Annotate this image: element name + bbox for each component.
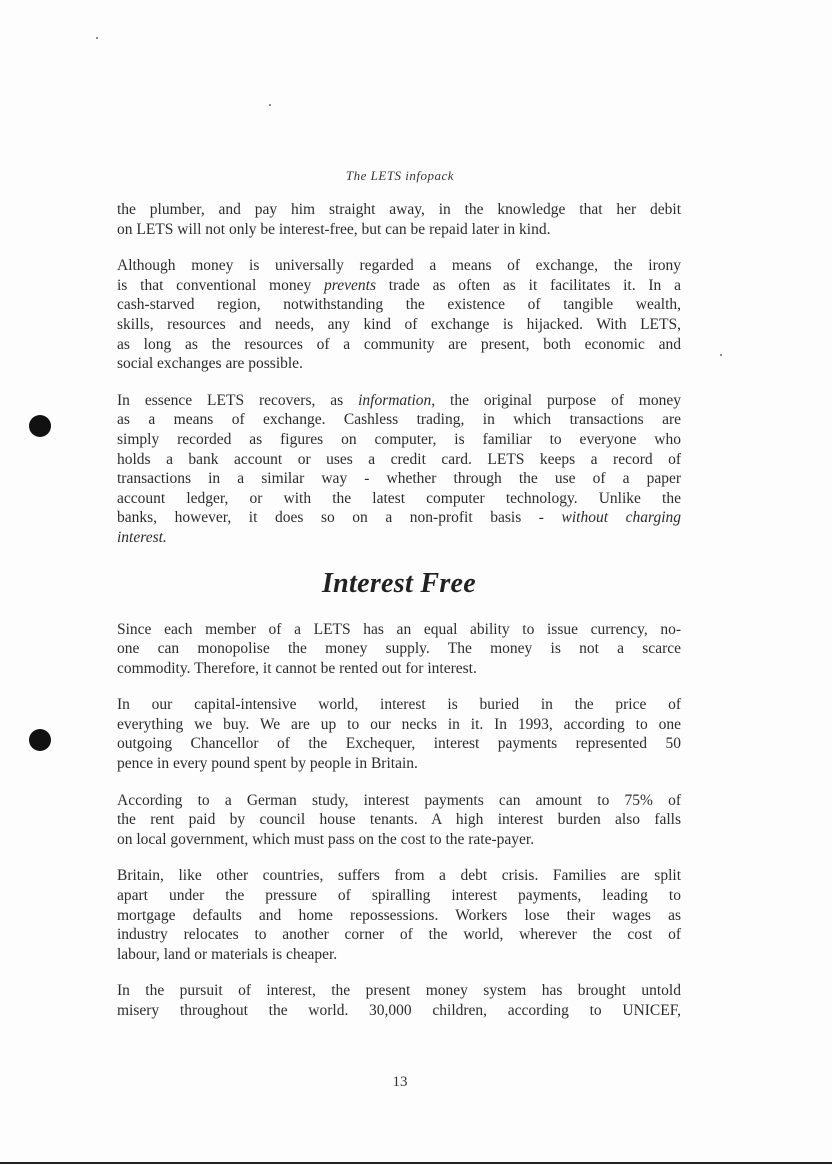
text-line: cash-starved region, notwithstanding the existence of tangible wealth,	[117, 296, 681, 314]
scan-speck	[96, 37, 98, 39]
text-line: Since each member of a LETS has an equal ability to issue currency, no-	[117, 620, 681, 638]
text-line: one can monopolise the money supply. The money is not a scarce	[117, 640, 681, 658]
text-line: the plumber, and pay him straight away, in the knowledge that her debit	[117, 201, 681, 218]
text-line: Britain, like other countries, suffers from a debt crisis. Families are split	[117, 867, 681, 885]
text-line: mortgage defaults and home repossessions. Workers lose their wages as	[117, 906, 681, 924]
paragraph-debt-crisis	[117, 866, 681, 964]
text-line: industry relocates to another corner of the world, wherever the cost of	[117, 926, 681, 944]
text-line	[117, 276, 681, 296]
text-line	[117, 391, 681, 411]
text-line: on local government, which must pass on the cost to the rate-payer.	[117, 830, 535, 848]
emphasis-segment: banks, however, it does so on a non-profit basis - without charging	[117, 509, 681, 527]
scan-edge	[0, 1162, 832, 1164]
paragraph-essence	[117, 391, 681, 548]
text-line	[117, 508, 681, 528]
text-line: apart under the pressure of spiralling interest payments, leading to	[117, 887, 681, 905]
text-line: transactions in a similar way - whether through the use of a paper	[117, 470, 681, 488]
punch-hole-upper	[29, 415, 51, 437]
text-line: misery throughout the world. 30,000 children, according to UNICEF,	[117, 1002, 681, 1019]
paragraph-monopolise	[117, 620, 681, 679]
text-line: the rent paid by council house tenants. A high interest burden also falls	[117, 811, 681, 829]
text-line: on LETS will not only be interest-free, but can be repaid later in kind.	[117, 220, 551, 238]
text-line: social exchanges are possible.	[117, 355, 303, 373]
emphasis-segment: is that conventional money prevents trade as often as it facilitates it. In a	[117, 276, 681, 294]
page-number: 13	[392, 1074, 408, 1090]
text-line: commodity. Therefore, it cannot be rented out for interest.	[117, 659, 477, 677]
text-line: labour, land or materials is cheaper.	[117, 945, 338, 963]
emphasis-segment: In essence LETS recovers, as information, the original purpose of money	[117, 391, 681, 409]
paragraph-pursuit-of-interest	[117, 981, 681, 1020]
text-line: account ledger, or with the latest computer technology. Unlike the	[117, 489, 681, 507]
text-line: In the pursuit of interest, the present money system has brought untold	[117, 982, 681, 1000]
section-heading: Interest Free	[321, 567, 476, 599]
text-line: outgoing Chancellor of the Exchequer, interest payments represented 50	[117, 735, 681, 753]
text-line: skills, resources and needs, any kind of exchange is hijacked. With LETS,	[117, 315, 681, 333]
text-line: According to a German study, interest payments can amount to 75% of	[117, 791, 681, 809]
paragraph-german-study	[117, 791, 681, 850]
text-line	[117, 528, 681, 548]
text-line: In our capital-intensive world, interest is buried in the price of	[117, 696, 681, 714]
paragraph-capital-intensive	[117, 695, 681, 773]
text-line: simply recorded as figures on computer, is familiar to everyone who	[117, 430, 681, 448]
punch-hole-lower	[29, 729, 51, 751]
text-line: pence in every pound spent by people in Britain.	[117, 755, 418, 773]
emphasis-segment: interest.	[117, 528, 167, 546]
paragraph-plumber	[117, 200, 681, 239]
text-line: as a means of exchange. Cashless trading, in which transactions are	[117, 411, 681, 429]
text-line: everything we buy. We are up to our necks in it. In 1993, according to one	[117, 715, 681, 733]
text-line: holds a bank account or uses a credit card. LETS keeps a record of	[117, 450, 681, 468]
running-header: The LETS infopack	[345, 168, 455, 183]
text-line: as long as the resources of a community are present, both economic and	[117, 335, 681, 353]
scan-speck	[269, 104, 271, 106]
text-line: Although money is universally regarded a means of exchange, the irony	[117, 257, 681, 275]
scan-speck	[720, 354, 722, 356]
body-text	[117, 200, 681, 1038]
paragraph-irony	[117, 256, 681, 374]
